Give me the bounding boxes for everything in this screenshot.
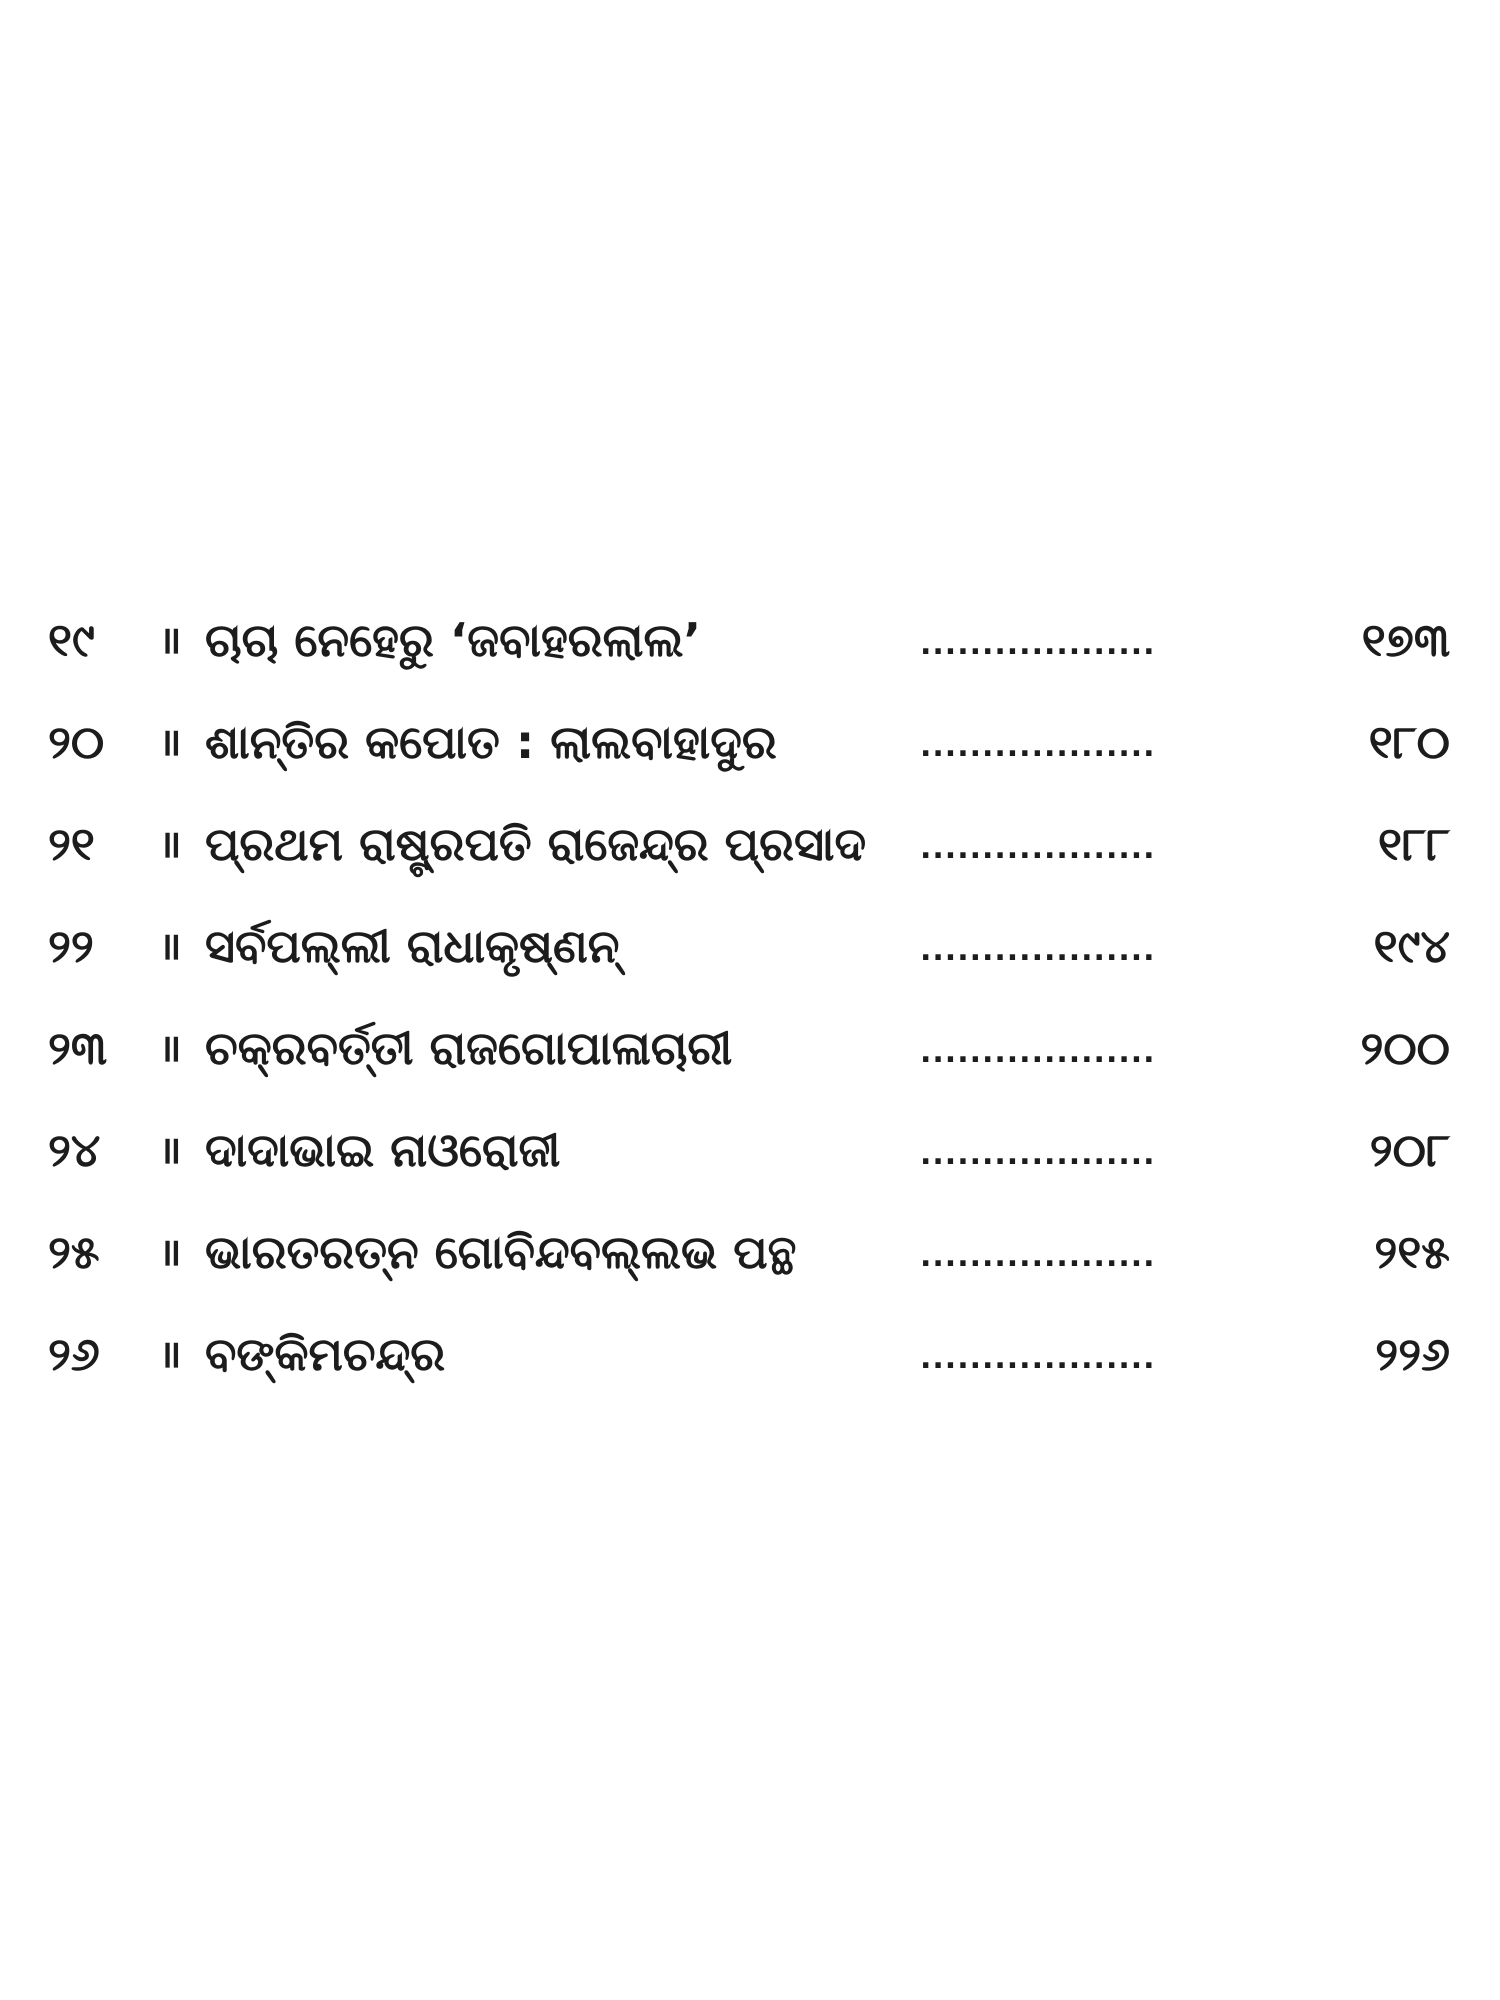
chapter-separator: ॥ xyxy=(158,618,182,662)
chapter-number: ୨୦ xyxy=(48,715,105,769)
chapter-title: ଭାରତରତ୍ନ ଗୋବିନ୍ଦବଲ୍ଲଭ ପନ୍ଥ xyxy=(205,1225,797,1279)
page-number: ୨୦୦ xyxy=(1360,1021,1450,1075)
chapter-separator: ॥ xyxy=(158,1026,182,1070)
chapter-number: ୨୪ xyxy=(48,1123,101,1177)
leader-dots: ................... xyxy=(920,1341,1156,1376)
leader-dots: ................... xyxy=(920,933,1156,968)
toc-entry xyxy=(0,595,1500,685)
chapter-title: ଚାଚା ନେହେରୁ ‘ଜବାହରଲାଲ’ xyxy=(205,613,701,667)
chapter-number: ୨୩ xyxy=(48,1021,108,1075)
toc-entry xyxy=(0,697,1500,787)
toc-entry xyxy=(0,901,1500,991)
chapter-separator: ॥ xyxy=(158,720,182,764)
page-number: ୧୭୩ xyxy=(1361,613,1450,667)
chapter-title: ପ୍ରଥମ ରାଷ୍ଟ୍ରପତି ରାଜେନ୍ଦ୍ର ପ୍ରସାଦ xyxy=(205,817,867,871)
page-number: ୨୦୮ xyxy=(1369,1123,1450,1177)
toc-entry xyxy=(0,1003,1500,1093)
chapter-number: ୨୨ xyxy=(48,919,94,973)
chapter-title: ଶାନ୍ତିର କପୋତ : ଲାଲବାହାଦୁର xyxy=(205,715,777,769)
page-number: ୨୨୬ xyxy=(1375,1327,1450,1381)
toc-entry xyxy=(0,1207,1500,1297)
chapter-separator: ॥ xyxy=(158,1128,182,1172)
chapter-number: ୨୧ xyxy=(48,817,95,871)
chapter-title: ବଙ୍କିମଚନ୍ଦ୍ର xyxy=(205,1327,446,1381)
chapter-separator: ॥ xyxy=(158,1230,182,1274)
page-number: ୧୯୪ xyxy=(1373,919,1450,973)
page-number: ୨୧୫ xyxy=(1374,1225,1450,1279)
chapter-separator: ॥ xyxy=(158,822,182,866)
chapter-title: ସର୍ବପଲ୍ଲୀ ରାଧାକୃଷ୍ଣନ୍ xyxy=(205,919,620,973)
leader-dots: ................... xyxy=(920,1239,1156,1274)
chapter-number: ୧୯ xyxy=(48,613,95,667)
leader-dots: ................... xyxy=(920,1137,1156,1172)
page-number: ୧୮୮ xyxy=(1378,817,1450,871)
chapter-number: ୨୫ xyxy=(48,1225,100,1279)
page-number: ୧୮୦ xyxy=(1368,715,1450,769)
leader-dots: ................... xyxy=(920,1035,1156,1070)
toc-entry xyxy=(0,1309,1500,1399)
chapter-number: ୨୬ xyxy=(48,1327,100,1381)
chapter-title: ଦାଦାଭାଇ ନାଓରୋଜୀ xyxy=(205,1123,561,1177)
toc-entry xyxy=(0,799,1500,889)
toc-entry xyxy=(0,1105,1500,1195)
leader-dots: ................... xyxy=(920,627,1156,662)
chapter-separator: ॥ xyxy=(158,1332,182,1376)
leader-dots: ................... xyxy=(920,831,1156,866)
chapter-separator: ॥ xyxy=(158,924,182,968)
leader-dots: ................... xyxy=(920,729,1156,764)
chapter-title: ଚକ୍ରବର୍ତ୍ତୀ ରାଜଗୋପାଳାଚାରୀ xyxy=(205,1021,733,1075)
